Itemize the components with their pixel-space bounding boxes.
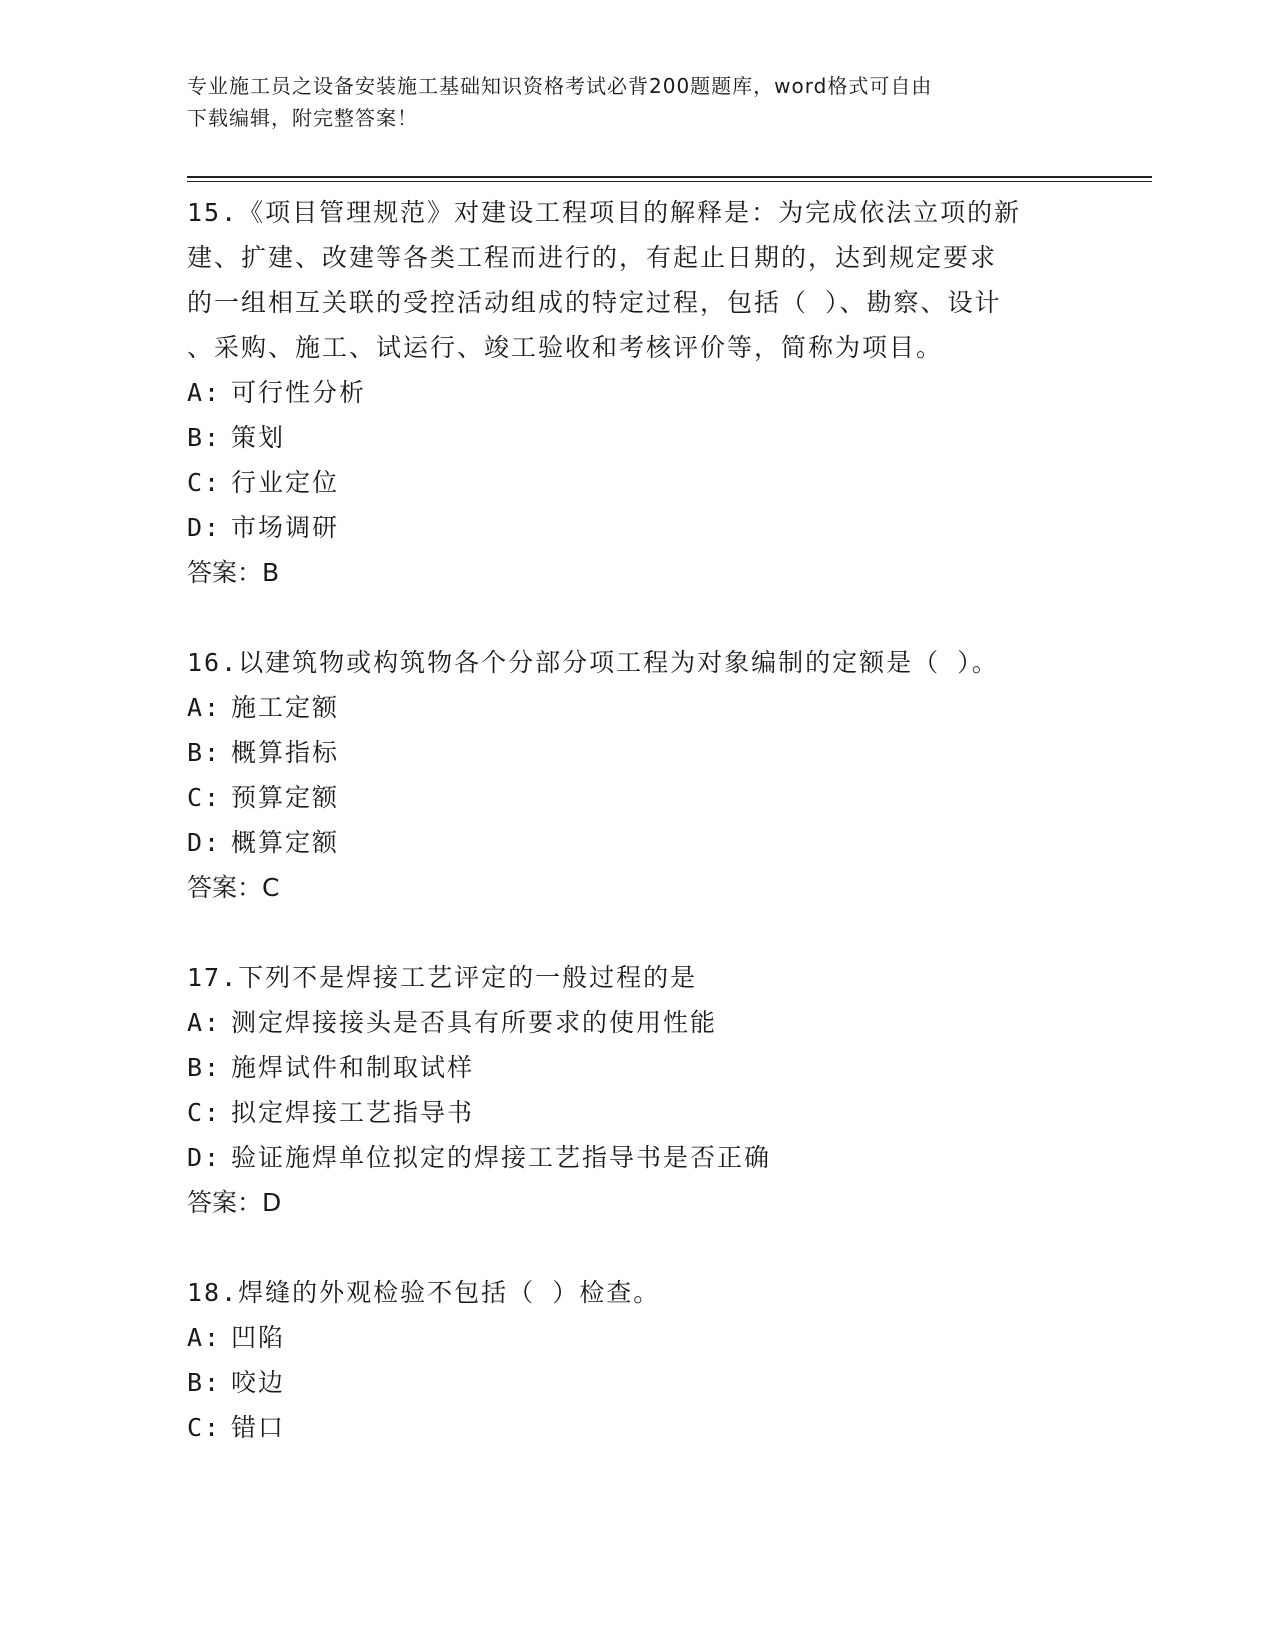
option-d [187,820,1087,865]
option-text: 凹陷 [231,1323,286,1352]
question-text-line: 15.《项目管理规范》对建设工程项目的解释是：为完成依法立项的新 [187,198,1022,227]
question-text-line: 17.下列不是焊接工艺评定的一般过程的是 [187,963,698,992]
question-text-line: 18.焊缝的外观检验不包括（ ）检查。 [187,1278,661,1307]
question-text-line: 建、扩建、改建等各类工程而进行的，有起止日期的，达到规定要求 [187,243,998,272]
option-text: 概算定额 [231,828,340,857]
option-text: 验证施焊单位拟定的焊接工艺指导书是否正确 [231,1143,772,1172]
answer: 答案：D [187,1188,282,1217]
option-key: A: [187,1008,222,1037]
option-text: 可行性分析 [231,378,367,407]
question-18 [187,1270,1087,1450]
option-key: C: [187,468,222,497]
option-b [187,1045,1087,1090]
question-text-line: 的一组相互关联的受控活动组成的特定过程，包括（ ）、勘察、设计 [187,288,1002,317]
option-c [187,1405,1087,1450]
option-key: B: [187,738,222,767]
option-a [187,685,1087,730]
option-key: C: [187,783,222,812]
header-line-2: 下载编辑，附完整答案！ [187,106,418,130]
option-d [187,505,1087,550]
option-key: C: [187,1413,222,1442]
question-list [187,190,1087,1450]
option-key: D: [187,513,222,542]
document-header [187,70,1067,134]
option-text: 施工定额 [231,693,340,722]
option-a [187,370,1087,415]
option-key: A: [187,378,222,407]
option-b [187,730,1087,775]
option-a [187,1315,1087,1360]
question-text-line: 、采购、施工、试运行、竣工验收和考核评价等，简称为项目。 [187,333,944,362]
option-c [187,775,1087,820]
option-key: C: [187,1098,222,1127]
option-key: B: [187,423,222,452]
option-key: A: [187,1323,222,1352]
header-line-1: 专业施工员之设备安装施工基础知识资格考试必背200题题库，word格式可自由 [187,74,933,98]
option-text: 行业定位 [231,468,340,497]
option-key: B: [187,1368,222,1397]
option-text: 错口 [231,1413,286,1442]
header-divider [187,176,1152,178]
option-text: 测定焊接接头是否具有所要求的使用性能 [231,1008,718,1037]
option-text: 施焊试件和制取试样 [231,1053,475,1082]
option-text: 咬边 [231,1368,286,1397]
question-17 [187,955,1087,1225]
answer: 答案：C [187,873,280,902]
option-text: 预算定额 [231,783,340,812]
option-text: 概算指标 [231,738,340,767]
option-c [187,460,1087,505]
question-15 [187,190,1087,595]
option-text: 拟定焊接工艺指导书 [231,1098,475,1127]
option-key: D: [187,1143,222,1172]
option-b [187,415,1087,460]
option-key: D: [187,828,222,857]
answer: 答案：B [187,558,280,587]
question-text-line: 16.以建筑物或构筑物各个分部分项工程为对象编制的定额是（ ）。 [187,648,999,677]
option-text: 市场调研 [231,513,340,542]
option-b [187,1360,1087,1405]
option-key: A: [187,693,222,722]
option-a [187,1000,1087,1045]
option-text: 策划 [231,423,286,452]
header-divider-thin [187,181,1152,182]
option-d [187,1135,1087,1180]
option-c [187,1090,1087,1135]
option-key: B: [187,1053,222,1082]
question-16 [187,640,1087,910]
